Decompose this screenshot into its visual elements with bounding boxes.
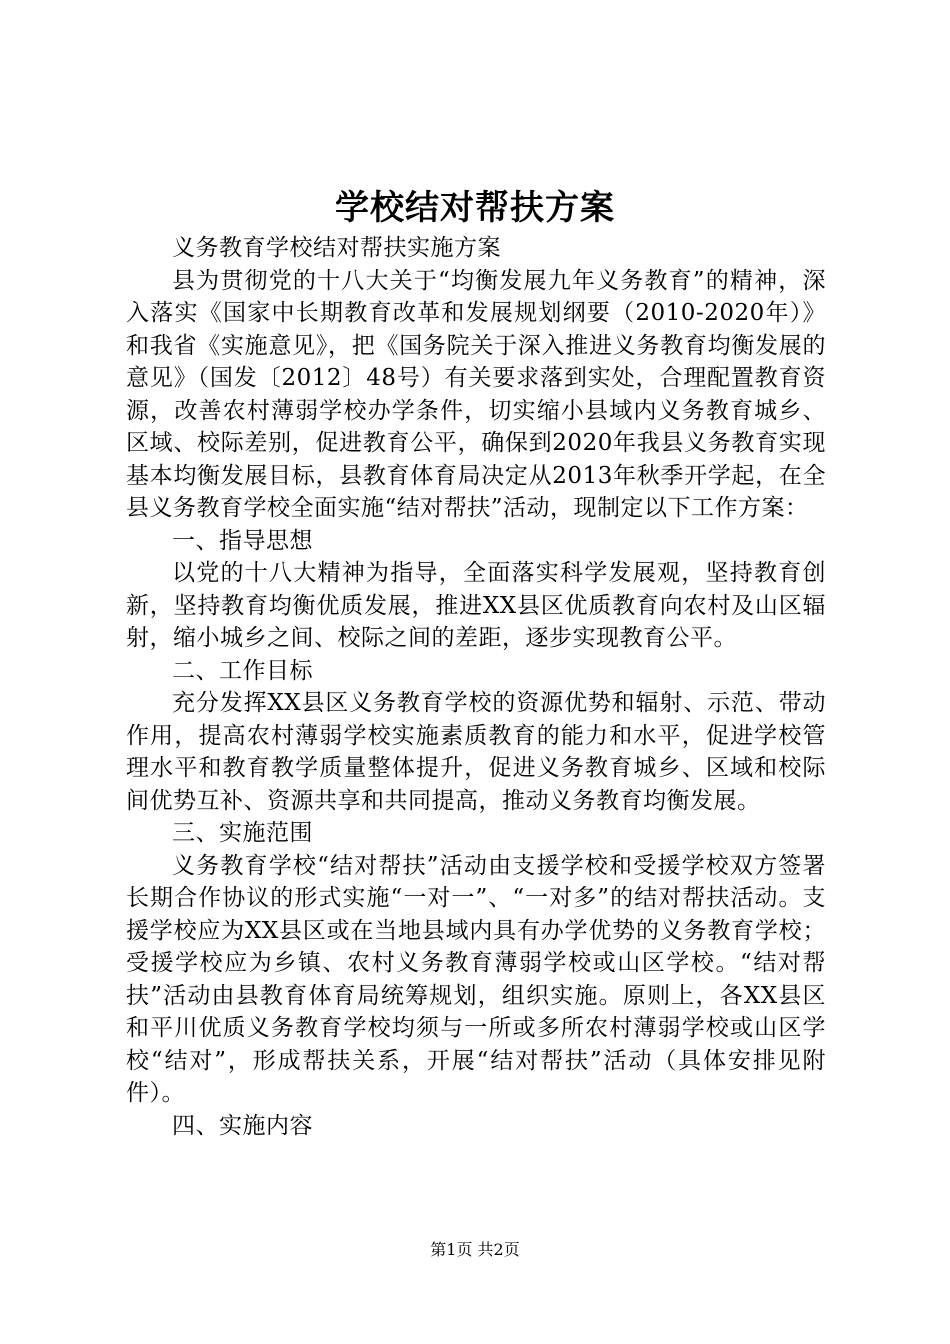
section-heading-scope: 三、实施范围 [172, 820, 313, 846]
document-body [126, 232, 826, 1142]
section-heading-work-goals: 二、工作目标 [172, 657, 313, 684]
scope-paragraph: 义务教育学校“结对帮扶”活动由支援学校和受援学校双方签署长期合作协议的形式实施“一对一”、“一对多”的结对帮扶活动。支援学校应为XX县区或在当地县域内具有办学优势的义务教育学校；受援学校应为乡镇、农村义务教育薄弱学校或山区学校。“结对帮扶”活动由县教育体育局统筹规划，组织实施。原则上，各XX县区和平川优质义务教育学校均须与一所或多所农村薄弱学校或山区学校“结对”，形成帮扶关系，开展“结对帮扶”活动（具体安排见附件）。 [126, 852, 826, 1106]
document-title: 学校结对帮扶方案 [335, 188, 615, 228]
subtitle-paragraph: 义务教育学校结对帮扶实施方案 [172, 235, 501, 261]
guiding-ideology-paragraph: 以党的十八大精神为指导，全面落实科学发展观，坚持教育创新，坚持教育均衡优质发展，推进XX县区优质教育向农村及山区辐射，缩小城乡之间、校际之间的差距，逐步实现教育公平。 [126, 560, 826, 651]
work-goals-paragraph: 充分发挥XX县区义务教育学校的资源优势和辐射、示范、带动作用，提高农村薄弱学校实施素质教育的能力和水平，促进学校管理水平和教育教学质量整体提升，促进义务教育城乡、区域和校际间优势互补、资源共享和共同提高，推动义务教育均衡发展。 [126, 690, 826, 814]
section-heading-content: 四、实施内容 [172, 1112, 313, 1139]
page-number-footer: 第1页 共2页 [430, 1240, 520, 1259]
section-heading-guiding-ideology: 一、指导思想 [172, 527, 313, 554]
intro-paragraph: 县为贯彻党的十八大关于“均衡发展九年义务教育”的精神，深入落实《国家中长期教育改革和发展规划纲要（2010-2020年）》和我省《实施意见》，把《国务院关于深入推进义务教育均衡发展的意见》（国发〔2012〕48号）有关要求落到实处，合理配置教育资源，改善农村薄弱学校办学条件，切实缩小县域内义务教育城乡、区域、校际差别，促进教育公平，确保到2020年我县义务教育实现基本均衡发展目标，县教育体育局决定从2013年秋季开学起，在全县义务教育学校全面实施“结对帮扶”活动，现制定以下工作方案： [126, 267, 826, 521]
